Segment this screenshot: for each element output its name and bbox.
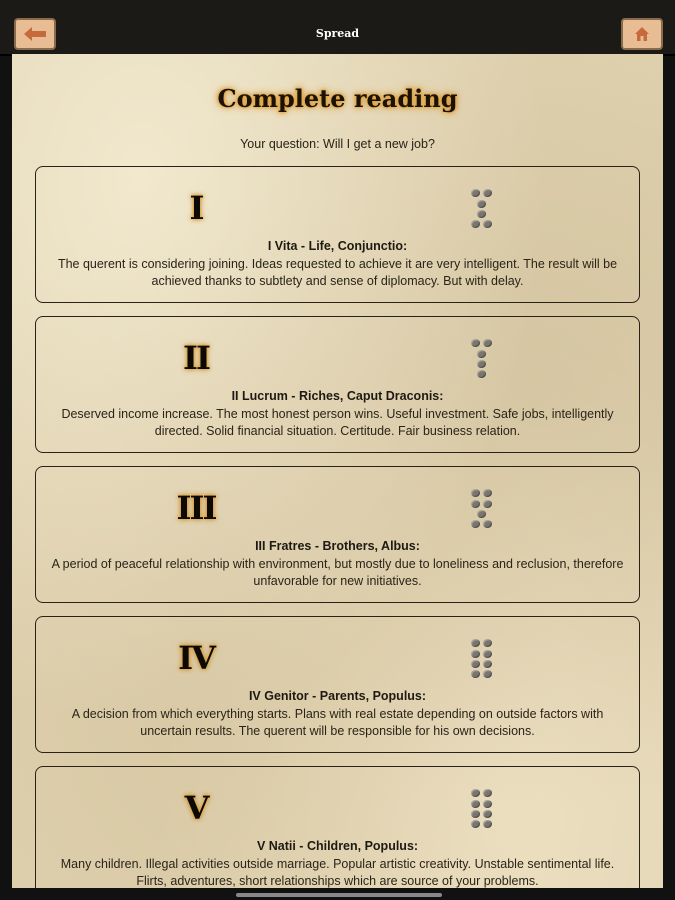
house-numeral: III: [176, 489, 216, 527]
figure-dot: [483, 189, 492, 197]
geomantic-figure-icon: [468, 789, 496, 833]
figure-dot: [483, 650, 492, 658]
reading-card: [35, 616, 640, 753]
figure-dot: [471, 800, 480, 808]
figure-dot: [471, 789, 480, 797]
figure-dot: [483, 810, 492, 818]
card-text: A decision from which everything starts. Plans with real estate depending on outside factors with uncertain results. The querent will be responsible for his own decisions.: [71, 707, 604, 738]
reading-card: [35, 766, 640, 888]
house-numeral: IV: [178, 639, 214, 677]
card-title: III Fratres - Brothers, Albus:: [255, 539, 420, 553]
page-title: Complete reading: [217, 84, 458, 113]
card-title: IV Genitor - Parents, Populus:: [248, 689, 427, 703]
home-indicator[interactable]: [236, 893, 442, 897]
card-title: II Lucrum - Riches, Caput Draconis:: [231, 389, 444, 403]
figure-dot: [483, 520, 492, 528]
figure-dot: [477, 200, 486, 208]
figure-dot: [471, 220, 480, 228]
top-bar: [0, 0, 675, 56]
figure-dot: [477, 360, 486, 368]
geomantic-figure-icon: [468, 489, 496, 533]
house-numeral: II: [183, 339, 209, 377]
figure-dot: [483, 339, 492, 347]
question-line: [12, 137, 663, 151]
figure-dot: [471, 189, 480, 197]
figure-dot: [483, 639, 492, 647]
figure-dot: [471, 650, 480, 658]
reading-card: [35, 316, 640, 453]
figure-dot: [483, 500, 492, 508]
figure-dot: [471, 670, 480, 678]
card-text: Many children. Illegal activities outside marriage. Popular artistic creativity. Unstable sentimental life. Flirts, adventures, short relationships which are source of your problems.: [60, 857, 615, 888]
figure-dot: [477, 510, 486, 518]
home-icon: [635, 27, 649, 41]
figure-dot: [471, 489, 480, 497]
figure-dot: [483, 789, 492, 797]
figure-dot: [471, 339, 480, 347]
figure-dot: [471, 639, 480, 647]
card-text: A period of peaceful relationship with environment, but mostly due to loneliness and reclusion, therefore unfavorable for new initiatives.: [51, 557, 624, 588]
figure-dot: [483, 489, 492, 497]
nav-title: Spread: [315, 27, 360, 40]
figure-dot: [471, 520, 480, 528]
figure-dot: [483, 800, 492, 808]
figure-dot: [483, 660, 492, 668]
figure-dot: [483, 670, 492, 678]
house-numeral: I: [189, 189, 203, 227]
geomantic-figure-icon: [468, 189, 496, 233]
home-button[interactable]: [621, 18, 663, 50]
reading-card: [35, 166, 640, 303]
card-text: The querent is considering joining. Ideas requested to achieve it are very intelligent. The result will be achieved thanks to subtlety and sense of diplomacy. But with delay.: [57, 257, 618, 288]
figure-dot: [477, 350, 486, 358]
reading-scroll-area[interactable]: [12, 54, 663, 888]
figure-dot: [471, 500, 480, 508]
question-text: Will I get a new job?: [323, 137, 435, 151]
house-numeral: V: [184, 789, 208, 827]
figure-dot: [483, 820, 492, 828]
figure-dot: [477, 370, 486, 378]
card-title: V Natii - Children, Populus:: [256, 839, 419, 853]
figure-dot: [477, 210, 486, 218]
reading-card: [35, 466, 640, 603]
figure-dot: [471, 660, 480, 668]
card-title: I Vita - Life, Conjunctio:: [267, 239, 408, 253]
figure-dot: [483, 220, 492, 228]
geomantic-figure-icon: [468, 339, 496, 383]
figure-dot: [471, 810, 480, 818]
question-label: Your question:: [240, 137, 320, 151]
figure-dot: [471, 820, 480, 828]
card-text: Deserved income increase. The most honest person wins. Useful investment. Safe jobs, intelligently directed. Solid financial situation. Certitude. Fair business relation.: [61, 407, 614, 438]
geomantic-figure-icon: [468, 639, 496, 683]
